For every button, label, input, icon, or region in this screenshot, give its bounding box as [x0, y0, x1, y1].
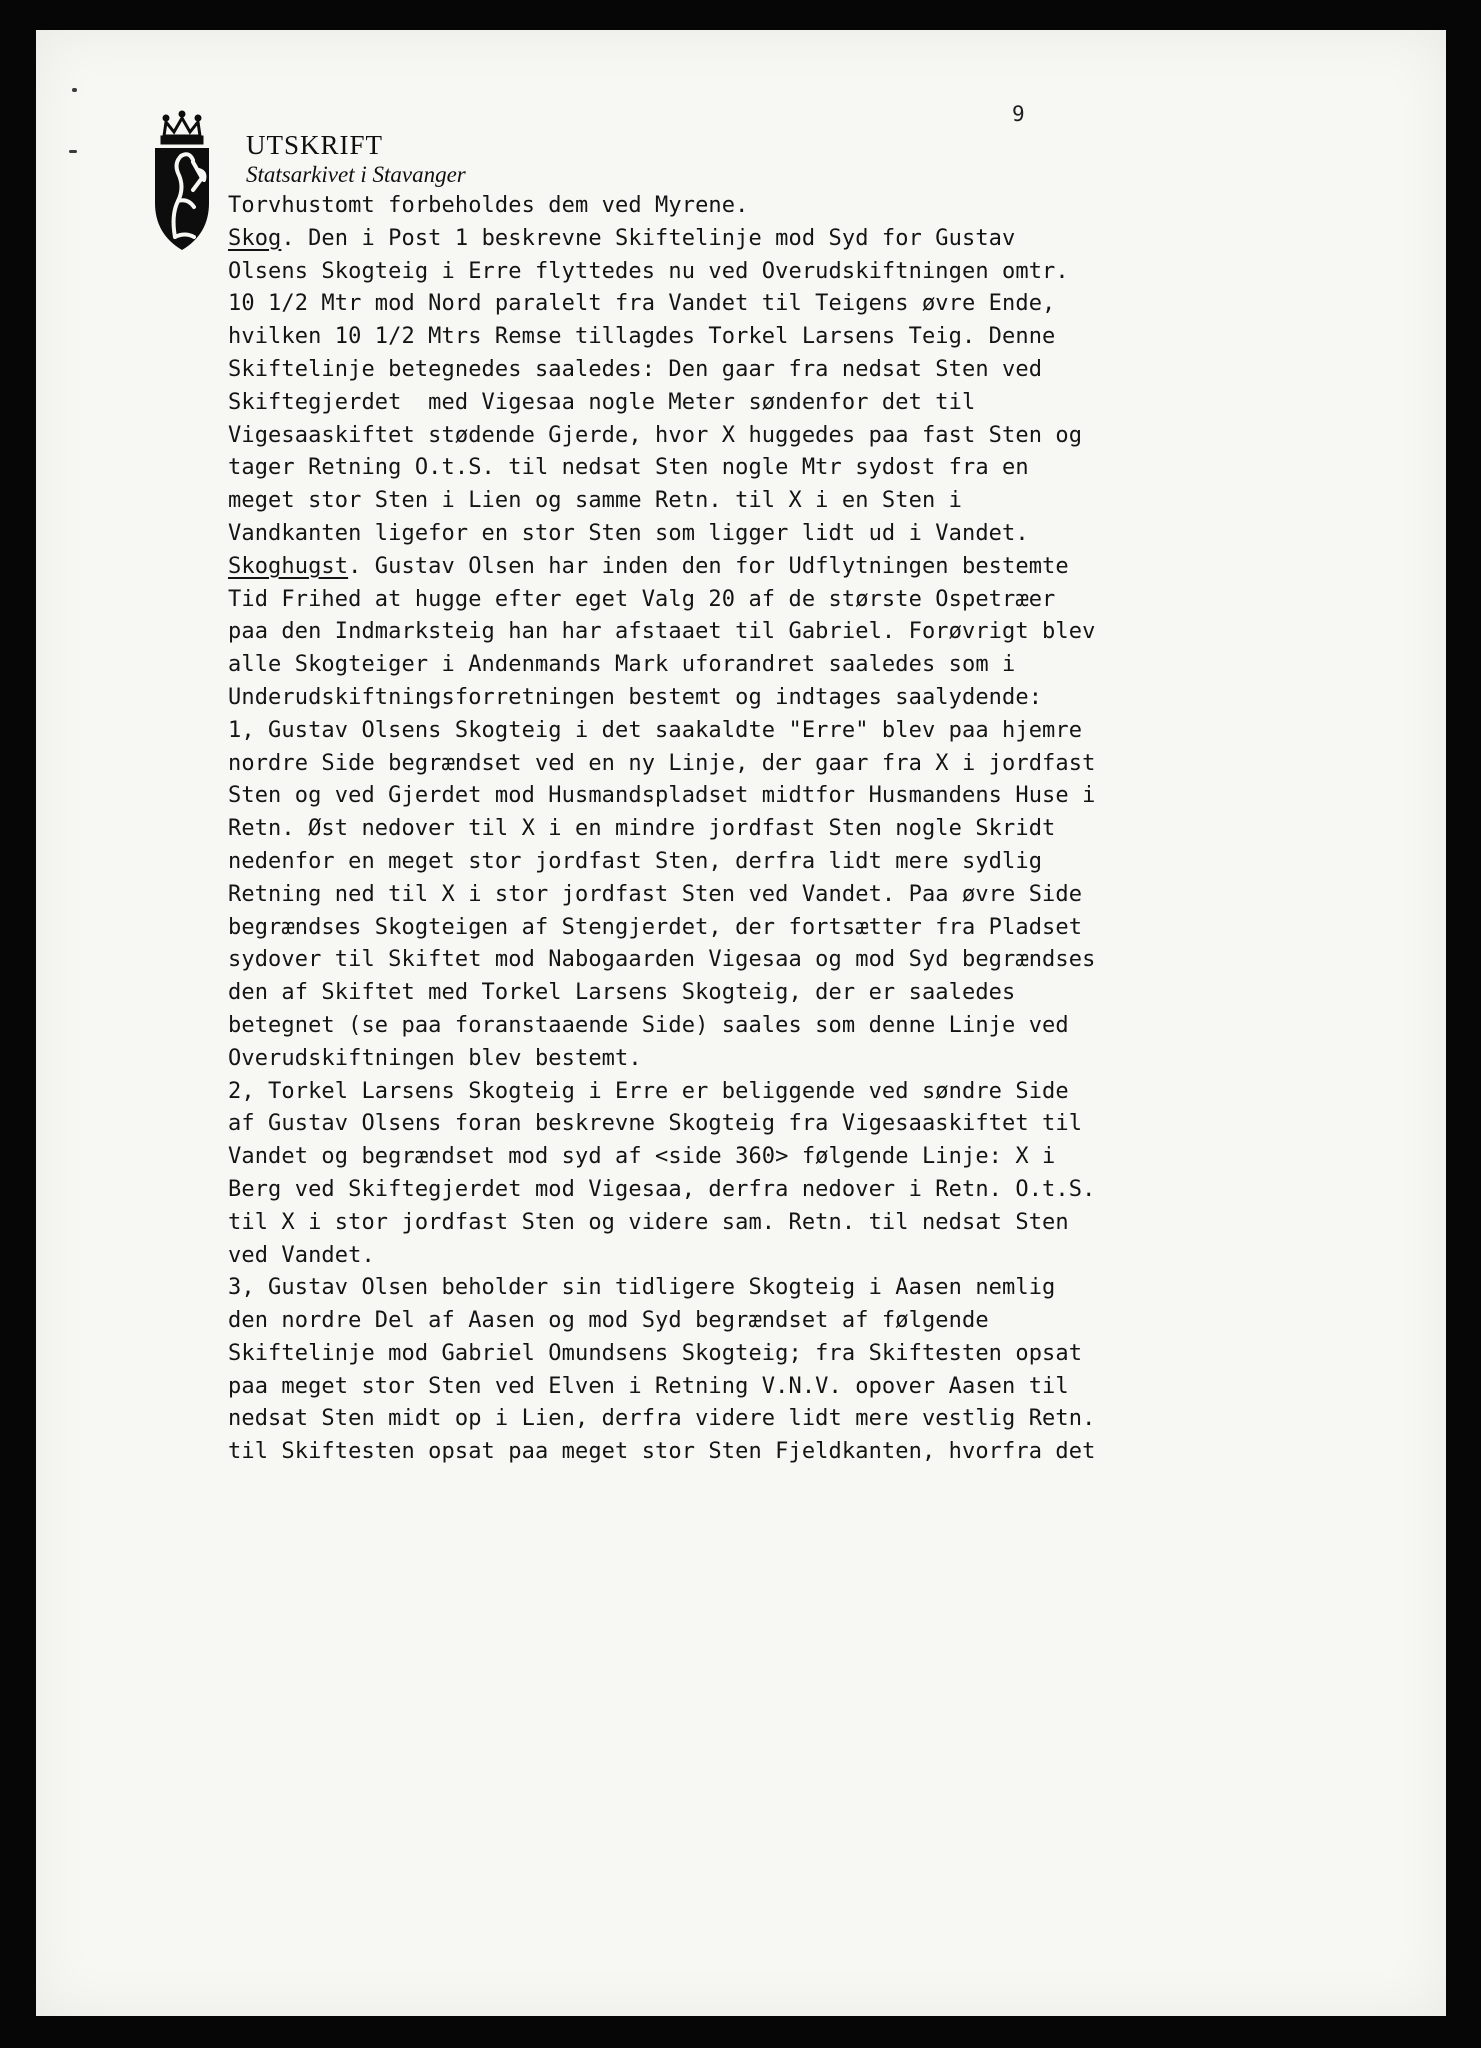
- document-line: Skog. Den i Post 1 beskrevne Skiftelinje mod Syd for Gustav: [228, 225, 1016, 251]
- text-block: [228, 190, 1378, 1469]
- document-line: Olsens Skogteig i Erre flyttedes nu ved Overudskiftningen omtr.: [228, 258, 1069, 284]
- archive-stamp-subtitle: Statsarkivet i Stavanger: [246, 162, 466, 187]
- document-line: Skiftelinje mod Gabriel Omundsens Skogteig; fra Skiftesten opsat: [228, 1340, 1083, 1366]
- page-number: 9: [1012, 102, 1025, 126]
- document-line: sydover til Skiftet mod Nabogaarden Vigesaa og mod Syd begrændses: [228, 947, 1096, 973]
- document-line: 1, Gustav Olsens Skogteig i det saakaldte "Erre" blev paa hjemre: [228, 717, 1083, 743]
- document-line: Skiftegjerdet med Vigesaa nogle Meter søndenfor det til: [228, 389, 976, 415]
- document-line: til Skiftesten opsat paa meget stor Sten Fjeldkanten, hvorfra det: [228, 1439, 1096, 1465]
- document-line: den af Skiftet med Torkel Larsens Skogteig, der er saaledes: [228, 980, 1016, 1006]
- underlined-heading-word: Skoghugst: [228, 553, 349, 579]
- document-line: Underudskiftningsforretningen bestemt og indtages saalydende:: [228, 684, 1043, 710]
- document-line: Vandkanten ligefor en stor Sten som ligger lidt ud i Vandet.: [228, 520, 1029, 546]
- document-line: tager Retning O.t.S. til nedsat Sten nogle Mtr sydost fra en: [228, 455, 1029, 481]
- document-line: Vigesaaskiftet stødende Gjerde, hvor X huggedes paa fast Sten og: [228, 422, 1083, 448]
- document-line: paa den Indmarksteig han har afstaaet til Gabriel. Forøvrigt blev: [228, 619, 1096, 645]
- document-line: den nordre Del af Aasen og mod Syd begrændset af følgende: [228, 1308, 989, 1334]
- archive-stamp-title: UTSKRIFT: [246, 130, 384, 160]
- document-line: ved Vandet.: [228, 1242, 375, 1268]
- document-line: af Gustav Olsens foran beskrevne Skogteig fra Vigesaaskiftet til: [228, 1111, 1083, 1137]
- document-line: nedsat Sten midt op i Lien, derfra videre lidt mere vestlig Retn.: [228, 1406, 1096, 1432]
- document-line: alle Skogteiger i Andenmands Mark uforandret saaledes som i: [228, 652, 1016, 678]
- document-line: Tid Frihed at hugge efter eget Valg 20 af de største Ospetræer: [228, 586, 1056, 612]
- document-line: til X i stor jordfast Sten og videre sam. Retn. til nedsat Sten: [228, 1209, 1069, 1235]
- document-line: begrændses Skogteigen af Stengjerdet, der fortsætter fra Pladset: [228, 914, 1083, 940]
- document-line: Retn. Øst nedover til X i en mindre jordfast Sten nogle Skridt: [228, 816, 1056, 842]
- document-line: paa meget stor Sten ved Elven i Retning V.N.V. opover Aasen til: [228, 1373, 1069, 1399]
- document-line: 10 1/2 Mtr mod Nord paralelt fra Vandet til Teigens øvre Ende,: [228, 291, 1056, 317]
- underlined-heading-word: Skog: [228, 225, 282, 251]
- document-line: Retning ned til X i stor jordfast Sten ved Vandet. Paa øvre Side: [228, 881, 1083, 907]
- document-line: Skoghugst. Gustav Olsen har inden den for Udflytningen bestemte: [228, 553, 1069, 579]
- document-line: hvilken 10 1/2 Mtrs Remse tillagdes Torkel Larsens Teig. Denne: [228, 324, 1056, 350]
- document-line: Sten og ved Gjerdet mod Husmandspladset midtfor Husmandens Huse i: [228, 783, 1096, 809]
- document-line: betegnet (se paa foranstaaende Side) saales som denne Linje ved: [228, 1012, 1069, 1038]
- scan-speck: [69, 150, 77, 153]
- coat-of-arms-icon: [142, 110, 222, 252]
- document-line: 2, Torkel Larsens Skogteig i Erre er beliggende ved søndre Side: [228, 1078, 1069, 1104]
- document-line: Overudskiftningen blev bestemt.: [228, 1045, 642, 1071]
- scan-speck: [72, 88, 77, 92]
- document-line: nordre Side begrændset ved en ny Linje, der gaar fra X i jordfast: [228, 750, 1096, 776]
- document-line: 3, Gustav Olsen beholder sin tidligere Skogteig i Aasen nemlig: [228, 1275, 1056, 1301]
- document-line: nedenfor en meget stor jordfast Sten, derfra lidt mere sydlig: [228, 848, 1043, 874]
- document-page: [36, 30, 1446, 2016]
- document-line: Berg ved Skiftegjerdet mod Vigesaa, derfra nedover i Retn. O.t.S.: [228, 1176, 1096, 1202]
- document-line: Skiftelinje betegnedes saaledes: Den gaar fra nedsat Sten ved: [228, 356, 1043, 382]
- document-line: meget stor Sten i Lien og samme Retn. til X i en Sten i: [228, 488, 962, 514]
- document-line: Vandet og begrændset mod syd af <side 360> følgende Linje: X i: [228, 1144, 1056, 1170]
- document-line: Torvhustomt forbeholdes dem ved Myrene.: [228, 193, 749, 218]
